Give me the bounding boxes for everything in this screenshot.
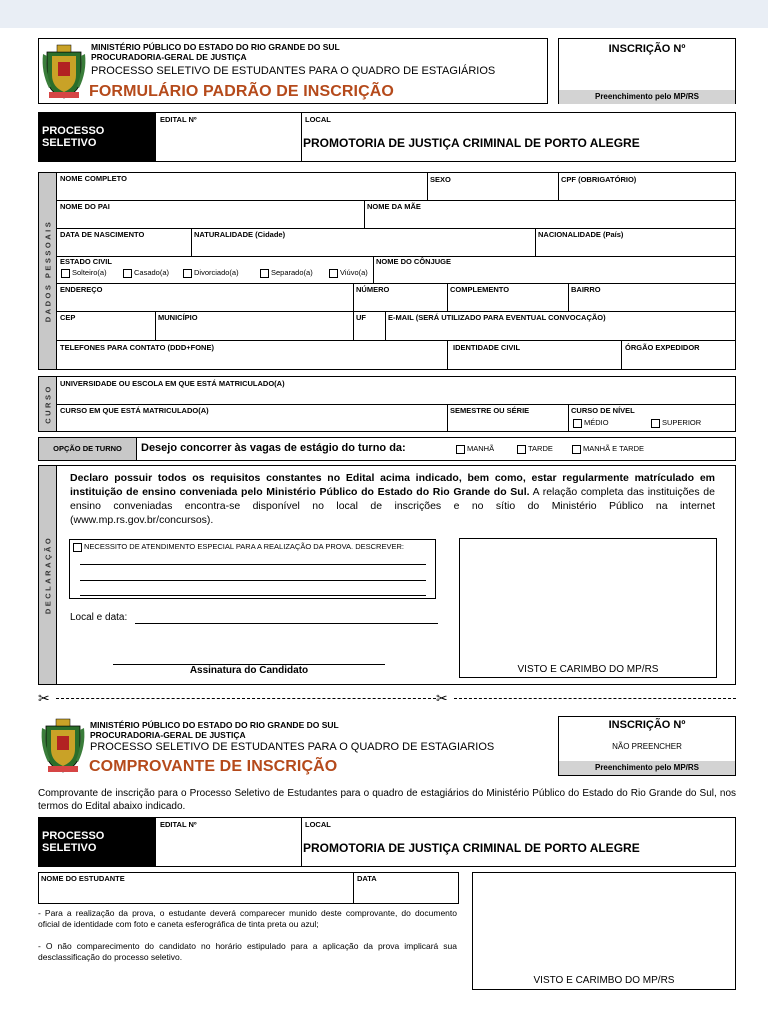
dados-pessoais-box — [38, 172, 736, 370]
header-box — [38, 38, 548, 104]
form-title: FORMULÁRIO PADRÃO DE INSCRIÇÃO — [89, 83, 394, 100]
checkbox-icon — [329, 269, 338, 278]
comprovante-edital-label: EDITAL Nº — [160, 820, 197, 829]
checkbox-icon — [61, 269, 70, 278]
comprovante-intro: Comprovante de inscrição para o Processo Seletivo de Estudantes para o quadro de estagiários do Ministério Público do Estado do Rio Grande do Sul, nos termos do Edital abaixo indicado. — [38, 788, 736, 812]
nome-completo-label: NOME COMPLETO — [60, 174, 127, 183]
checkbox-icon — [73, 543, 82, 552]
curso-box — [38, 376, 736, 432]
assinatura-label: Assinatura do Candidato — [189, 665, 309, 676]
comprovante-preenchimento-label: Preenchimento pelo MP/RS — [559, 761, 735, 775]
estado-civil-label: ESTADO CIVIL — [60, 257, 112, 266]
inscricao-box — [558, 38, 736, 104]
comprovante-process-line: PROCESSO SELETIVO DE ESTUDANTES PARA O QUADRO DE ESTAGIARIOS — [90, 741, 495, 753]
checkbox-icon — [260, 269, 269, 278]
declaracao-section-label: DECLARAÇÃO — [43, 535, 52, 615]
telefones-label: TELEFONES PARA CONTATO (DDD+FONE) — [60, 343, 214, 352]
org-line-1: MINISTÉRIO PÚBLICO DO ESTADO DO RIO GRANDE DO SUL — [91, 42, 340, 52]
endereco-label: ENDEREÇO — [60, 285, 103, 294]
nivel-superior-option[interactable]: SUPERIOR — [651, 418, 701, 428]
declaracao-text: Declaro possuir todos os requisitos constantes no Edital acima indicado, bem como, estar regularmente matrículado em instituição de ensino conveniada pelo Ministério Público do Estado do Rio Grande do Sul. A relação completa das instituições de ensino conveniadas encontra-se disponível no local de inscrições e no sítio do Ministério Público na internet (www.mp.rs.gov.br/concursos). — [70, 472, 715, 526]
comprovante-inscricao-label: INSCRIÇÃO Nº — [608, 719, 686, 731]
checkbox-icon — [456, 445, 465, 454]
processo-box — [38, 112, 736, 162]
scissors-icon: ✂ — [436, 690, 448, 706]
process-line: PROCESSO SELETIVO DE ESTUDANTES PARA O QUADRO DE ESTAGIÁRIOS — [91, 65, 496, 77]
turno-label: OPÇÃO DE TURNO — [39, 438, 137, 460]
identidade-label: IDENTIDADE CIVIL — [453, 343, 521, 352]
nome-estudante-label: NOME DO ESTUDANTE — [41, 874, 125, 883]
estado-viuvo-option[interactable]: Viúvo(a) — [329, 268, 368, 278]
universidade-label: UNIVERSIDADE OU ESCOLA EM QUE ESTÁ MATRICULADO(A) — [60, 379, 285, 388]
coat-of-arms-icon — [40, 716, 86, 776]
comprovante-org-line-1: MINISTÉRIO PÚBLICO DO ESTADO DO RIO GRANDE DO SUL — [90, 720, 339, 730]
cep-label: CEP — [60, 313, 76, 322]
turno-box — [38, 437, 736, 461]
local-data-line[interactable] — [135, 623, 438, 624]
checkbox-icon — [573, 419, 582, 428]
viewer-top-bar — [0, 0, 768, 28]
comprovante-visto-box — [472, 872, 736, 990]
municipio-label: MUNICÍPIO — [158, 313, 198, 322]
estado-divorciado-option[interactable]: Divorciado(a) — [183, 268, 239, 278]
atendimento-option[interactable]: NECESSITO DE ATENDIMENTO ESPECIAL PARA A REALIZAÇÃO DA PROVA. DESCREVER: — [73, 542, 404, 552]
coat-of-arms-icon — [41, 42, 87, 102]
nacionalidade-label: NACIONALIDADE (País) — [538, 230, 624, 239]
nivel-label: CURSO DE NÍVEL — [571, 406, 635, 415]
comprovante-title: COMPROVANTE DE INSCRIÇÃO — [89, 758, 338, 775]
estado-casado-option[interactable]: Casado(a) — [123, 268, 169, 278]
descrever-line-1[interactable] — [80, 564, 426, 565]
checkbox-icon — [517, 445, 526, 454]
checkbox-icon — [123, 269, 132, 278]
dados-section-label: DADOS PESSOAIS — [43, 219, 52, 323]
checkbox-icon — [651, 419, 660, 428]
email-label: E-MAIL (SERÁ UTILIZADO PARA EVENTUAL CONVOCAÇÃO) — [388, 313, 606, 322]
conjuge-label: NOME DO CÔNJUGE — [376, 257, 452, 266]
org-line-2: PROCURADORIA-GERAL DE JUSTIÇA — [91, 52, 247, 62]
local-label: LOCAL — [305, 115, 331, 124]
scissors-icon: ✂ — [38, 690, 50, 706]
checkbox-icon — [572, 445, 581, 454]
bairro-label: BAIRRO — [571, 285, 601, 294]
cut-line — [56, 698, 436, 699]
comprovante-local-value: PROMOTORIA DE JUSTIÇA CRIMINAL DE PORTO ALEGRE — [303, 841, 640, 855]
visto-box — [459, 538, 717, 678]
comprovante-note-1: - Para a realização da prova, o estudante deverá comparecer munido deste comprovante, do documento oficial de identidade com foto e caneta esferográfica de tinta preta ou azul; — [38, 908, 457, 929]
estudante-box — [38, 872, 459, 904]
cpf-label: CPF (OBRIGATÓRIO) — [561, 175, 637, 184]
numero-label: NÚMERO — [356, 285, 390, 294]
nao-preencher-label: NÃO PREENCHER — [612, 742, 682, 751]
atendimento-box — [69, 539, 436, 599]
comprovante-org-line-2: PROCURADORIA-GERAL DE JUSTIÇA — [90, 730, 246, 740]
uf-label: UF — [356, 313, 366, 322]
turno-tarde-option[interactable]: TARDE — [517, 444, 553, 454]
semestre-label: SEMESTRE OU SÉRIE — [450, 406, 530, 415]
cut-line — [454, 698, 736, 699]
data-label: DATA — [357, 874, 377, 883]
nome-mae-label: NOME DA MÃE — [367, 202, 421, 211]
turno-manha-tarde-option[interactable]: MANHÃ E TARDE — [572, 444, 644, 454]
turno-manha-option[interactable]: MANHÃ — [456, 444, 494, 454]
comprovante-processo-box — [38, 817, 736, 867]
estado-separado-option[interactable]: Separado(a) — [260, 268, 313, 278]
sexo-label: SEXO — [430, 175, 451, 184]
local-data-label: Local e data: — [70, 612, 128, 623]
local-value: PROMOTORIA DE JUSTIÇA CRIMINAL DE PORTO ALEGRE — [303, 136, 640, 150]
inscricao-label: INSCRIÇÃO Nº — [608, 43, 686, 55]
orgao-label: ÓRGÃO EXPEDIDOR — [625, 343, 700, 352]
comprovante-local-label: LOCAL — [305, 820, 331, 829]
nascimento-label: DATA DE NASCIMENTO — [60, 230, 145, 239]
turno-text: Desejo concorrer às vagas de estágio do turno da: — [141, 442, 406, 454]
declaracao-side-bar — [39, 466, 57, 684]
curso-section-label: CURSO — [43, 384, 52, 424]
dados-side-bar — [39, 173, 57, 369]
edital-label: EDITAL Nº — [160, 115, 197, 124]
comprovante-inscricao-box — [558, 716, 736, 776]
complemento-label: COMPLEMENTO — [450, 285, 510, 294]
descrever-line-3[interactable] — [80, 595, 426, 596]
comprovante-processo-label: PROCESSO SELETIVO — [39, 818, 156, 866]
nome-pai-label: NOME DO PAI — [60, 202, 110, 211]
preenchimento-label: Preenchimento pelo MP/RS — [559, 90, 735, 104]
nivel-medio-option[interactable]: MÉDIO — [573, 418, 609, 428]
checkbox-icon — [183, 269, 192, 278]
naturalidade-label: NATURALIDADE (Cidade) — [194, 230, 286, 239]
comprovante-note-2: - O não comparecimento do candidato no horário estipulado para a aplicação da prova implicará sua desclassificação do processo seletivo. — [38, 941, 457, 962]
visto-label: VISTO E CARIMBO DO MP/RS — [517, 664, 659, 675]
curso-matric-label: CURSO EM QUE ESTÁ MATRICULADO(A) — [60, 406, 209, 415]
declaracao-box — [38, 465, 736, 685]
estado-solteiro-option[interactable]: Solteiro(a) — [61, 268, 107, 278]
curso-side-bar — [39, 377, 57, 431]
processo-label: PROCESSO SELETIVO — [39, 113, 156, 161]
descrever-line-2[interactable] — [80, 580, 426, 581]
comprovante-visto-label: VISTO E CARIMBO DO MP/RS — [533, 975, 675, 986]
